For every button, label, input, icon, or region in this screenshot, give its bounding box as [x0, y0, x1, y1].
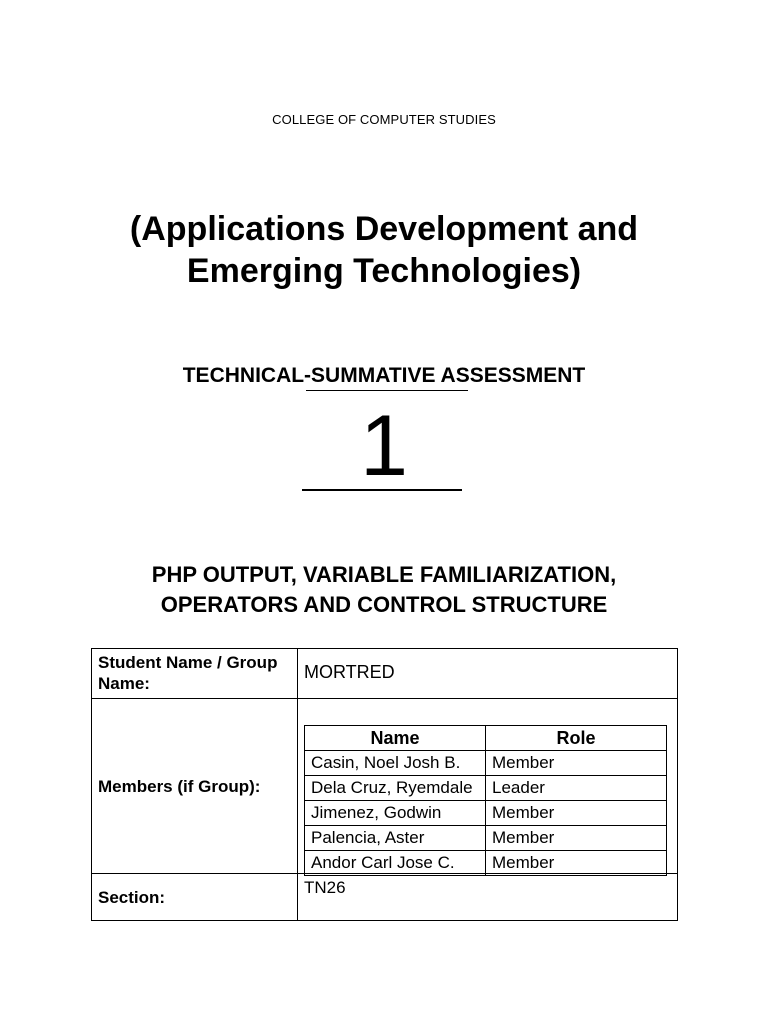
members-header-name: Name	[305, 726, 486, 751]
info-column-divider	[297, 649, 298, 920]
student-info-table	[91, 648, 678, 921]
member-name: Casin, Noel Josh B.	[305, 751, 486, 776]
member-name: Jimenez, Godwin	[305, 801, 486, 826]
members-header-role: Role	[486, 726, 667, 751]
member-role: Member	[486, 851, 667, 876]
section-label: Section:	[98, 888, 166, 907]
college-name: COLLEGE OF COMPUTER STUDIES	[272, 112, 496, 127]
table-row	[305, 851, 667, 876]
table-row	[305, 776, 667, 801]
member-name: Dela Cruz, Ryemdale	[305, 776, 486, 801]
table-row	[305, 826, 667, 851]
members-label: Members (if Group):	[98, 777, 261, 796]
members-table	[304, 725, 667, 876]
table-row	[305, 801, 667, 826]
course-title: (Applications Development and Emerging Technologies)	[129, 210, 639, 290]
members-table-header	[305, 726, 667, 751]
member-role: Member	[486, 801, 667, 826]
assessment-topic: PHP OUTPUT, VARIABLE FAMILIARIZATION, OPERATORS AND CONTROL STRUCTURE	[151, 562, 617, 617]
assessment-number: 1	[360, 398, 408, 494]
member-name: Andor Carl Jose C.	[305, 851, 486, 876]
member-role: Member	[486, 751, 667, 776]
section-value: TN26	[304, 878, 346, 897]
assessment-title: TECHNICAL-SUMMATIVE ASSESSMENT	[182, 364, 586, 387]
student-name-label: Student Name / Group Name:	[98, 653, 278, 693]
table-row	[305, 751, 667, 776]
member-role: Member	[486, 826, 667, 851]
info-row-divider	[92, 698, 677, 699]
student-name-value: MORTRED	[304, 662, 395, 682]
member-name: Palencia, Aster	[305, 826, 486, 851]
assessment-title-underline	[306, 390, 468, 391]
member-role: Leader	[486, 776, 667, 801]
assessment-number-underline	[302, 489, 462, 491]
